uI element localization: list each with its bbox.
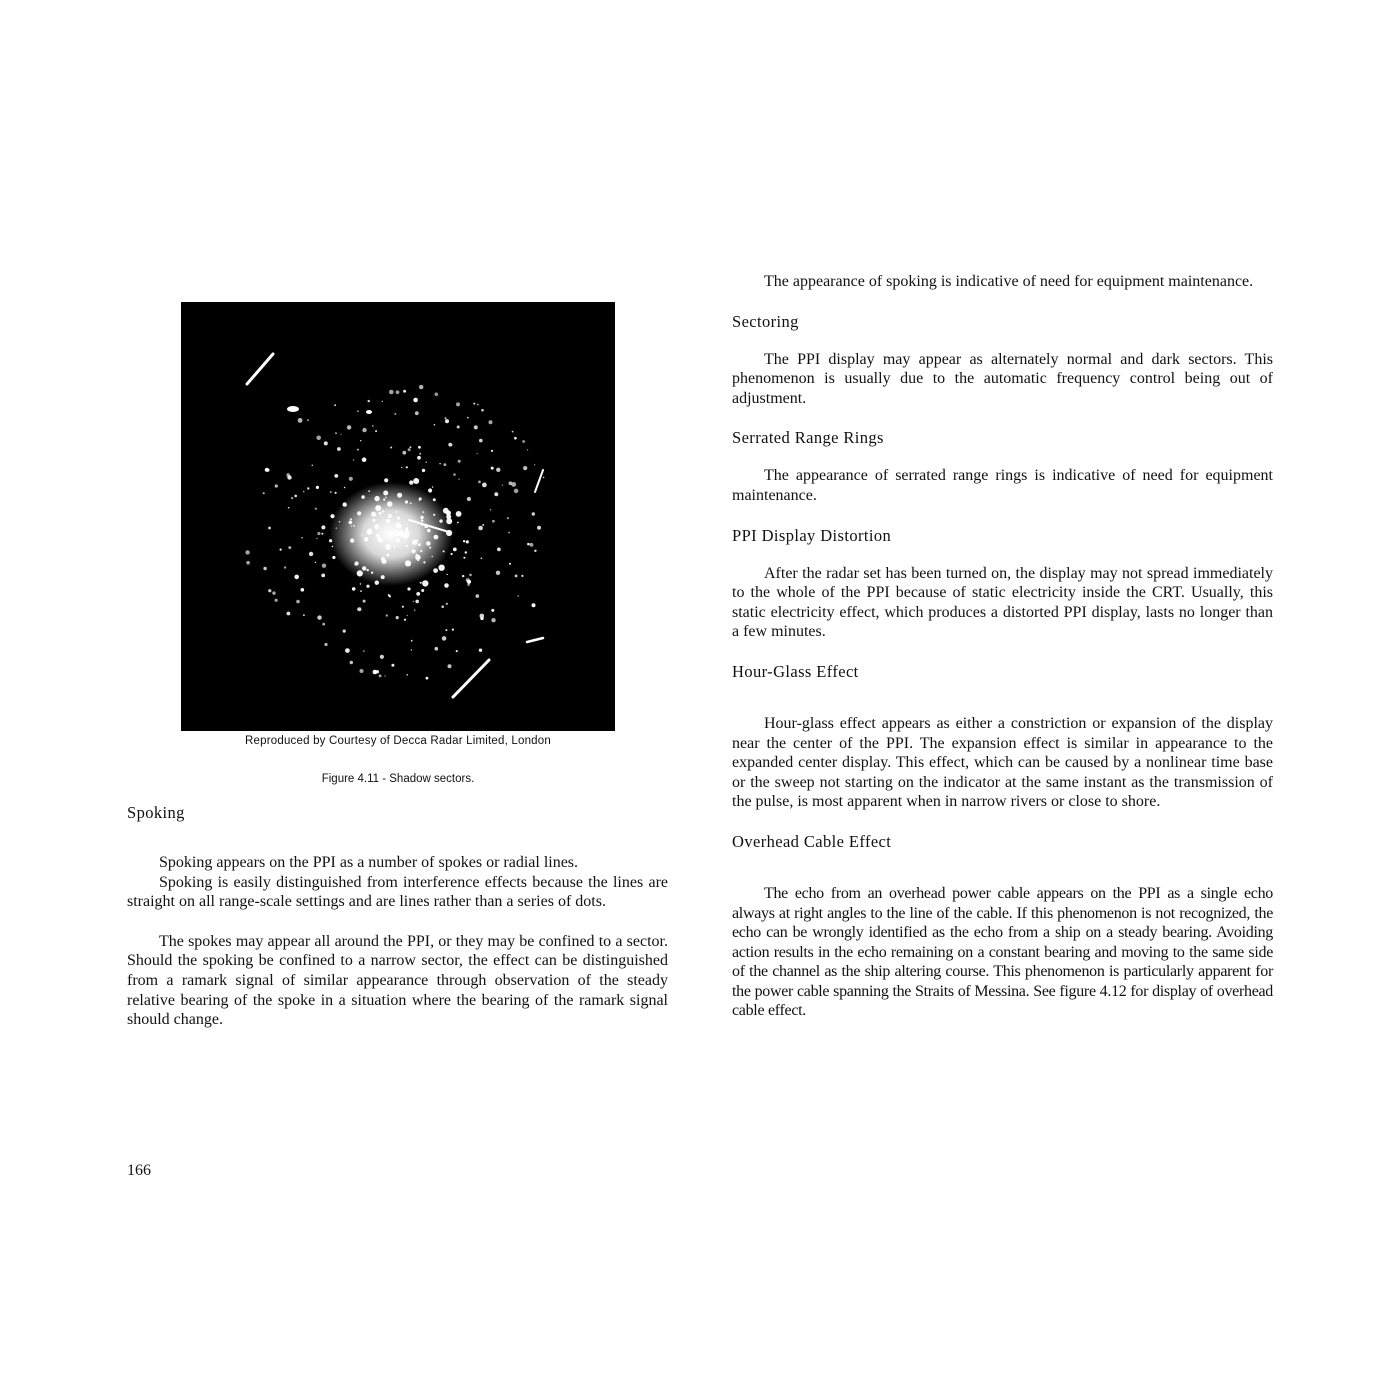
left-column <box>127 803 668 1030</box>
section-heading-spoking: Spoking <box>127 803 185 822</box>
paragraph: The spokes may appear all around the PPI, or they may be confined to a sector. Should the spoking be confined to a narrow sector, the effect can be distinguished from a ramark signal of similar appearance through observation of the steady relative bearing of the spoke in a situation where the bearing of the ramark signal should change. <box>127 932 668 1029</box>
section-heading-ppi-display-distortion: PPI Display Distortion <box>732 525 892 545</box>
paragraph: The appearance of serrated range rings is indicative of need for equipment maintenance. <box>732 467 1273 504</box>
figure-credit: Reproduced by Courtesy of Decca Radar Limited, London <box>245 735 551 747</box>
figure-caption: Figure 4.11 - Shadow sectors. <box>321 773 475 785</box>
section-heading-sectoring: Sectoring <box>732 311 799 331</box>
paragraph: After the radar set has been turned on, the display may not spread immediately to the whole of the PPI because of static electricity inside the CRT. Usually, this static electricity effect, which produces a distorted PPI display, lasts no longer than a few minutes. <box>732 564 1273 641</box>
paragraph: The echo from an overhead power cable appears on the PPI as a single echo always at right angles to the line of the cable. If this phenomenon is not recognized, the echo can be wrongly identified as the echo from a ship on a steady bearing. Avoiding action results in the echo remaining on a constant bearing and moving to the same side of the channel as the ship altering course. This phenomenon is particularly apparent for the power cable spanning the Straits of Messina. See figure 4.12 for display of overhead cable effect. <box>732 884 1273 1020</box>
right-column <box>732 272 1273 1021</box>
paragraph-intro: The appearance of spoking is indicative of need for equipment maintenance. <box>764 273 1254 290</box>
paragraph: The PPI display may appear as alternately normal and dark sectors. This phenomenon is usually due to the automatic frequency control being out of adjustment. <box>732 350 1273 407</box>
section-heading-overhead-cable-effect: Overhead Cable Effect <box>732 831 892 851</box>
paragraph: Spoking is easily distinguished from interference effects because the lines are straight on all range-scale settings and are lines rather than a series of dots. <box>127 873 668 911</box>
paragraph: Hour-glass effect appears as either a constriction or expansion of the display near the center of the PPI. The expansion effect is similar in appearance to the expanded center display. This effect, which can be caused by a nonlinear time base or the sweep not starting on the indicator at the same instant as the transmission of the pulse, is most apparent when in narrow rivers or close to shore. <box>732 714 1273 811</box>
paragraph: Spoking appears on the PPI as a number of spokes or radial lines. <box>159 854 579 871</box>
section-heading-serrated-range-rings: Serrated Range Rings <box>732 428 884 448</box>
radar-ppi-photo <box>181 302 615 731</box>
radar-ppi-image <box>181 302 615 731</box>
section-heading-hour-glass-effect: Hour-Glass Effect <box>732 661 859 681</box>
page-number: 166 <box>127 1162 151 1179</box>
